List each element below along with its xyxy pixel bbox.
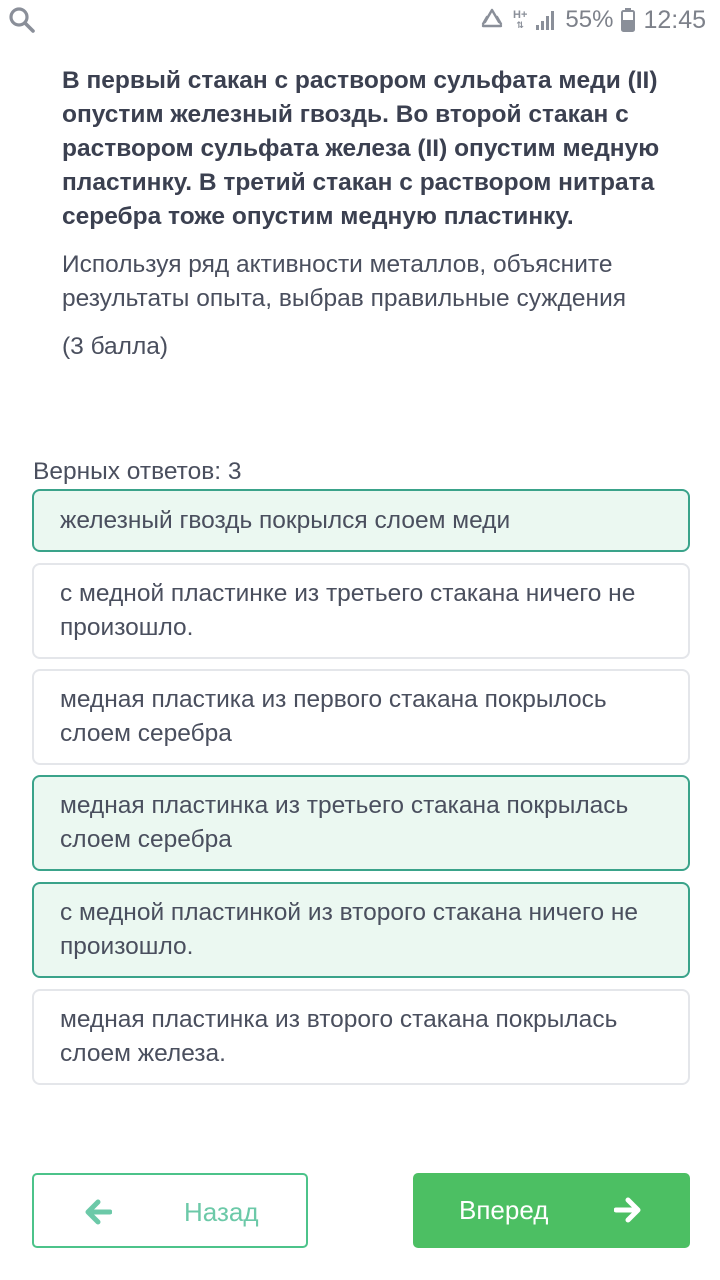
search-icon[interactable]: [8, 6, 36, 34]
answer-option-label: железный гвоздь покрылся слоем меди: [60, 506, 511, 534]
correct-answers-count: Верных ответов: 3: [33, 458, 242, 485]
data-saver-icon: [479, 8, 505, 32]
next-button-label: Вперед: [459, 1195, 549, 1225]
arrow-left-icon: [84, 1199, 112, 1230]
answer-option-label: с медной пластинкой из второго стакана ничего не произошло.: [60, 899, 639, 960]
answer-option[interactable]: [32, 489, 690, 552]
question-instruction: Используя ряд активности металлов, объясните результаты опыта, выбрав правильные суждения: [62, 251, 627, 312]
answer-option[interactable]: [32, 882, 690, 978]
question-points: (3 балла): [62, 333, 169, 360]
back-button[interactable]: [32, 1173, 308, 1248]
back-button-label: Назад: [184, 1197, 259, 1227]
battery-icon: [621, 8, 635, 32]
answer-option-label: с медной пластинке из третьего стакана ничего не произошло.: [60, 580, 636, 641]
arrow-right-icon: [614, 1197, 642, 1228]
network-type: H+ ⇅: [513, 9, 528, 30]
battery-percent: 55%: [565, 6, 614, 33]
answer-option[interactable]: [32, 669, 690, 765]
signal-icon: [535, 9, 557, 31]
answer-option-label: медная пластинка из третьего стакана покрылась слоем серебра: [60, 792, 629, 853]
next-button[interactable]: [413, 1173, 690, 1248]
question-text: В первый стакан с раствором сульфата меди (II) опустим железный гвоздь. Во второй стакан с раствором сульфата железа (II) опустим медную пластинку. В третий стакан с раствором нитрата серебра тоже опустим медную пластинку.: [62, 67, 660, 230]
answer-option-label: медная пластика из первого стакана покрылось слоем серебра: [60, 686, 607, 747]
answer-options: [32, 489, 690, 1085]
answer-option[interactable]: [32, 775, 690, 871]
answer-option-label: медная пластинка из второго стакана покрылась слоем железа.: [60, 1006, 618, 1067]
status-indicators: [479, 5, 706, 35]
status-bar: [0, 0, 720, 40]
answer-option[interactable]: [32, 989, 690, 1085]
clock: 12:45: [643, 5, 706, 34]
answer-option[interactable]: [32, 563, 690, 659]
question-block: [62, 64, 672, 364]
